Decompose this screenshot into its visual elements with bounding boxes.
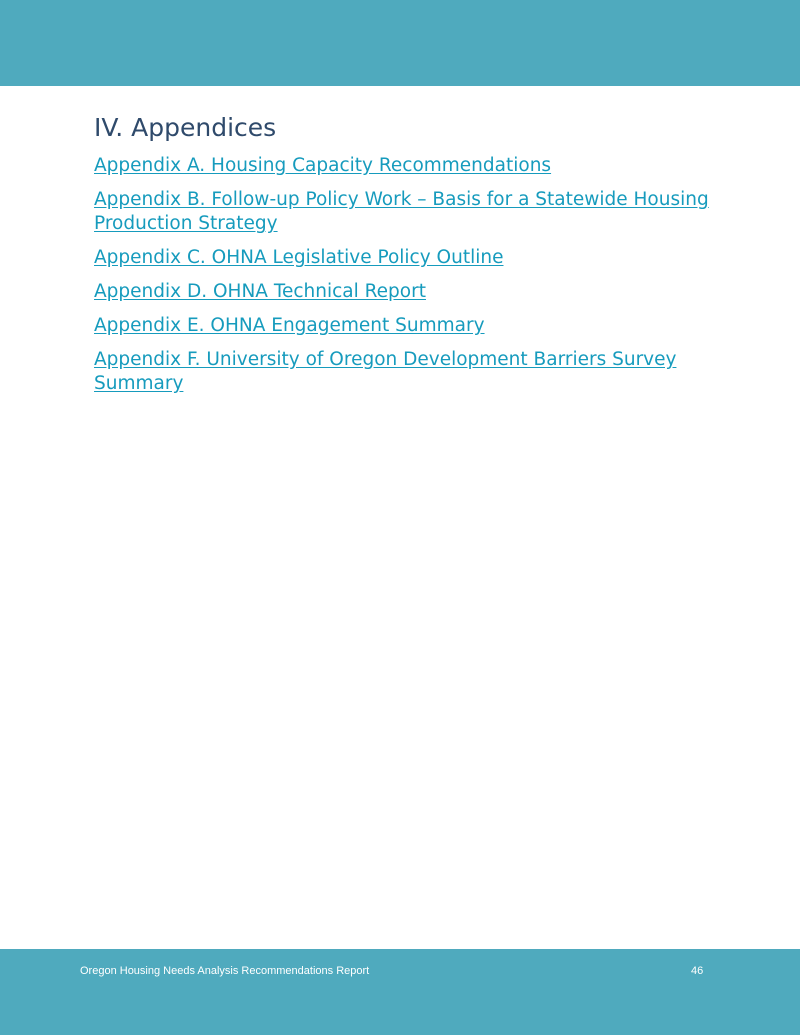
appendix-a-link[interactable]: Appendix A. Housing Capacity Recommendations xyxy=(94,155,552,176)
appendix-c-link[interactable]: Appendix C. OHNA Legislative Policy Outline xyxy=(94,247,504,268)
header-band xyxy=(0,0,800,86)
page-number: 46 xyxy=(691,965,704,977)
appendix-list-item xyxy=(94,280,734,304)
appendix-e-link[interactable]: Appendix E. OHNA Engagement Summary xyxy=(94,315,485,336)
footer-title: Oregon Housing Needs Analysis Recommendations Report xyxy=(80,965,370,977)
appendix-list-item xyxy=(94,188,734,236)
section-heading: IV. Appendices xyxy=(94,113,277,142)
appendix-list-item xyxy=(94,246,734,270)
footer-band xyxy=(0,949,800,1035)
appendix-list-item xyxy=(94,314,734,338)
appendix-f-link[interactable]: Appendix F. University of Oregon Development Barriers Survey Summary xyxy=(94,349,677,394)
appendices-section xyxy=(94,110,734,406)
appendix-list xyxy=(94,154,734,396)
appendix-d-link[interactable]: Appendix D. OHNA Technical Report xyxy=(94,281,426,302)
appendix-list-item xyxy=(94,154,734,178)
appendix-list-item xyxy=(94,348,734,396)
appendix-b-link[interactable]: Appendix B. Follow-up Policy Work – Basis for a Statewide Housing Production Strategy xyxy=(94,189,709,234)
